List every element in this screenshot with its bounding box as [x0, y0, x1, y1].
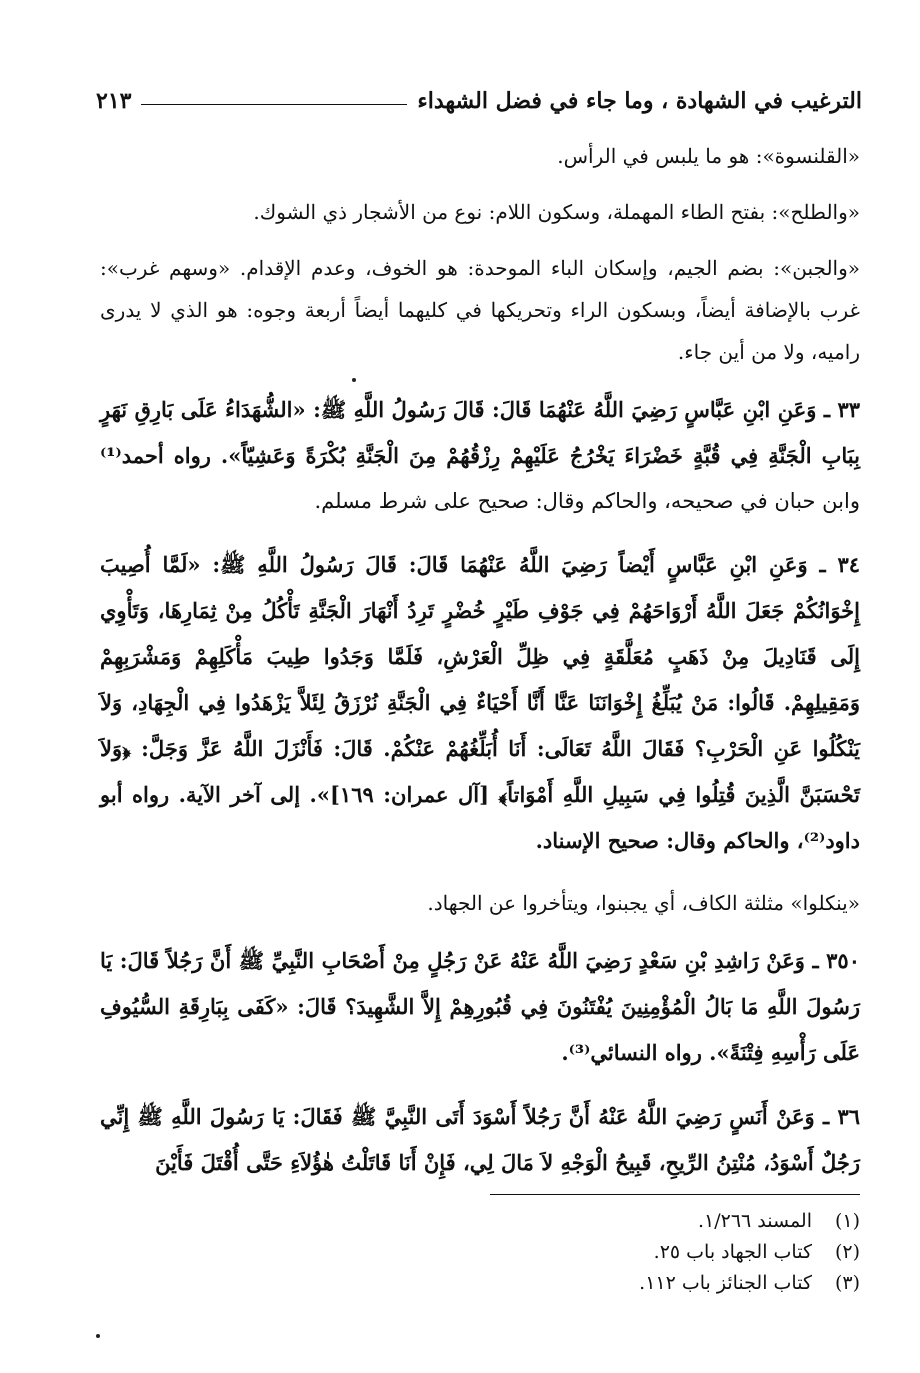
page-body — [100, 135, 860, 1204]
gloss-jubn: «والجبن»: بضم الجيم، وإسكان الباء الموحدة: هو الخوف، وعدم الإقدام. «وسهم غرب»: غرب بالإضافة أيضاً، وبسكون الراء وتحريكها في كليهما أيضاً أربعة وجوه: هو الذي لا يدرى راميه، ولا من أين جاء. — [100, 256, 860, 364]
footnote-text: المسند ١/٢٦٦. — [697, 1210, 812, 1232]
footnote-text: كتاب الجنائز باب ١١٢. — [639, 1272, 812, 1294]
footnote-number: (٢) — [834, 1241, 860, 1263]
hadith-33-text: ٣٣ ـ وَعَنِ ابْنِ عَبَّاسٍ رَضِيَ اللَّهُ عَنْهُمَا قَالَ: قَالَ رَسُولُ اللَّهِ ﷺ: «الشُّهَدَاءُ عَلَى بَارِقِ نَهَرٍ بِبَابِ الْجَنَّةِ فِي قُبَّةٍ خَضْرَاءَ يَخْرُجُ عَلَيْهِمْ رِزْقُهُمْ مِنَ الْجَنَّةِ بُكْرَةً وَعَشِيّاً». رواه أحمد⁽¹⁾ — [100, 397, 860, 468]
hadith-34 — [100, 542, 860, 864]
gloss-yankulu: «ينكلوا» مثلثة الكاف، أي يجبنوا، ويتأخروا عن الجهاد. — [427, 891, 860, 915]
hadith-36-text: ٣٦ ـ وَعَنْ أَنَسٍ رَضِيَ اللَّهُ عَنْهُ أَنَّ رَجُلاً أَسْوَدَ أَتَى النَّبِيَّ ﷺ فَقَالَ: يَا رَسُولَ اللَّهِ ﷺ إِنِّي رَجُلٌ أَسْوَدُ، مُنْتِنُ الرِّيحِ، قَبِيحُ الْوَجْهِ لاَ مَالَ لِي، فَإِنْ أَنَا قَاتَلْتُ هٰؤُلاَءِ حَتَّى أُقْتَلَ فَأَيْنَ — [100, 1104, 860, 1175]
scan-speck — [352, 378, 356, 382]
footnotes — [300, 1206, 860, 1299]
page-number: ٢١٣ — [96, 88, 132, 114]
hadith-35-text: ٣٥٠ ـ وَعَنْ رَاشِدِ بْنِ سَعْدٍ رَضِيَ اللَّهُ عَنْهُ عَنْ رَجُلٍ مِنْ أَصْحَابِ النَّبِيِّ ﷺ أَنَّ رَجُلاً قَالَ: يَا رَسُولَ اللَّهِ مَا بَالُ الْمُؤْمِنِينَ يُفْتَنُونَ فِي قُبُورِهِمْ إِلاَّ الشَّهِيدَ؟ قَالَ: «كَفَى بِبَارِقَةِ السُّيُوفِ عَلَى رَأْسِهِ فِتْنَةً». رواه النسائي⁽³⁾. — [100, 948, 860, 1065]
hadith-35 — [100, 938, 860, 1076]
footnote-1 — [300, 1206, 860, 1237]
gloss-talh: «والطلح»: بفتح الطاء المهملة، وسكون اللام: نوع من الأشجار ذي الشوك. — [253, 200, 860, 224]
hadith-36 — [100, 1094, 860, 1186]
hadith-33 — [100, 387, 860, 524]
footnote-2 — [300, 1237, 860, 1268]
running-header — [96, 78, 862, 114]
running-title: الترغيب في الشهادة ، وما جاء في فضل الشهداء — [417, 88, 862, 114]
footnote-text: كتاب الجهاد باب ٢٥. — [653, 1241, 812, 1263]
header-rule — [141, 104, 407, 105]
footnote-number: (٣) — [834, 1272, 860, 1294]
footnote-rule — [490, 1194, 860, 1195]
hadith-33-source: وابن حبان في صحيحه، والحاكم وقال: صحيح على شرط مسلم. — [314, 489, 860, 513]
hadith-34-text: ٣٤ ـ وَعَنِ ابْنِ عَبَّاسٍ أَيْضاً رَضِيَ اللَّهُ عَنْهُمَا قَالَ: قَالَ رَسُولُ اللَّهِ ﷺ: «لَمَّا أُصِيبَ إِخْوَانُكُمْ جَعَلَ اللَّهُ أَرْوَاحَهُمْ فِي جَوْفِ طَيْرٍ خُضْرٍ تَرِدُ أَنْهَارَ الْجَنَّةِ تَأْكُلُ مِنْ ثِمَارِهَا، وَتَأْوِي إِلَى قَنَادِيلَ مِنْ ذَهَبٍ مُعَلَّقَةٍ فِي ظِلِّ الْعَرْشِ، فَلَمَّا وَجَدُوا طِيبَ مَأْكَلِهِمْ وَمَشْرَبِهِمْ وَمَقِيلِهِمْ. قَالُوا: مَنْ يُبَلِّغُ إِخْوَانَنَا عَنَّا أَنَّا أَحْيَاءٌ فِي الْجَنَّةِ نُرْزَقُ لِئَلاَّ يَزْهَدُوا فِي الْجِهَادِ، وَلاَ يَنْكُلُوا عَنِ الْحَرْبِ؟ فَقَالَ اللَّهُ تَعَالَى: أَنَا أُبَلِّغُهُمْ عَنْكُمْ. قَالَ: فَأَنْزَلَ اللَّهُ عَزَّ وَجَلَّ: ﴿وَلاَ تَحْسَبَنَّ الَّذِينَ قُتِلُوا فِي سَبِيلِ اللَّهِ أَمْوَاتاً﴾ [آل عمران: ١٦٩]». إلى آخر الآية. رواه أبو داود⁽²⁾، والحاكم وقال: صحيح الإسناد. — [100, 552, 860, 853]
gloss-qalansuwa: «القلنسوة»: هو ما يلبس في الرأس. — [557, 144, 860, 168]
footnote-number: (١) — [834, 1210, 860, 1232]
footnote-3 — [300, 1268, 860, 1299]
scan-speck — [96, 1334, 100, 1338]
